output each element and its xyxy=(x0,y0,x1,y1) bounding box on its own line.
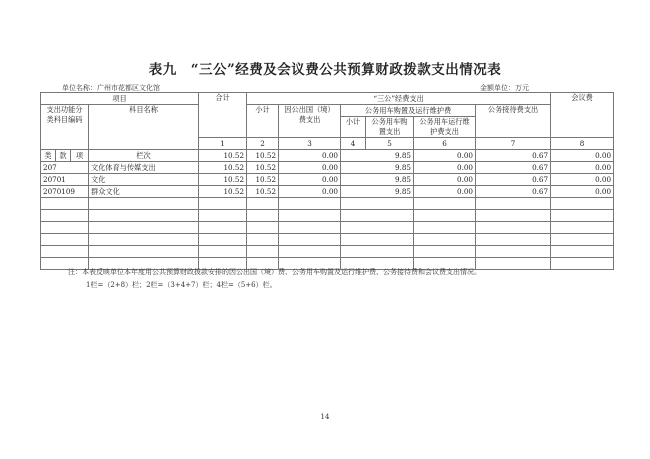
header-func-code: 支出功能分类科目编码 xyxy=(41,105,89,150)
header-vehicle-purchase: 公务用车购置支出 xyxy=(366,117,414,138)
cell: 10.52 xyxy=(199,186,247,198)
cell: 0.00 xyxy=(414,150,476,162)
cell: 0.00 xyxy=(279,150,341,162)
cell: 0.00 xyxy=(551,162,614,174)
header-vehicle-subtotal: 小计 xyxy=(341,117,366,138)
cell: 10.52 xyxy=(247,174,279,186)
empty-row xyxy=(41,246,614,258)
table-row xyxy=(41,150,614,162)
header-xiang: 项 xyxy=(71,150,89,162)
cell: 0.00 xyxy=(279,174,341,186)
cell: 10.52 xyxy=(247,150,279,162)
cell: 10.52 xyxy=(247,162,279,174)
header-vehicle: 公务用车购置及运行维护费 xyxy=(341,105,476,117)
cell: 9.85 xyxy=(341,174,414,186)
cell: 9.85 xyxy=(341,162,414,174)
column-number: 6 xyxy=(414,138,476,150)
header-row-1 xyxy=(41,93,614,105)
cell-code: 20701 xyxy=(41,174,89,186)
header-subject-name: 科目名称 xyxy=(89,105,199,150)
cell: 0.00 xyxy=(279,186,341,198)
cell: 9.85 xyxy=(341,186,414,198)
cell-name: 文化体育与传媒支出 xyxy=(89,162,199,174)
header-item: 项目 xyxy=(41,93,199,105)
column-number: 5 xyxy=(366,138,414,150)
page-title: 表九 “三公”经费及会议费公共预算财政拨款支出情况表 xyxy=(148,62,502,78)
cell-name: 文化 xyxy=(89,174,199,186)
formula-note: 1栏=（2+8）栏；2栏=（3+4+7）栏；4栏=（5+6）栏。 xyxy=(86,281,277,289)
table-row xyxy=(41,162,614,174)
cell: 0.00 xyxy=(414,186,476,198)
cell: 10.52 xyxy=(199,162,247,174)
cell: 10.52 xyxy=(247,186,279,198)
page-number: 14 xyxy=(320,413,330,421)
cell: 0.67 xyxy=(476,186,551,198)
empty-row xyxy=(41,210,614,222)
cell: 0.00 xyxy=(551,186,614,198)
empty-row xyxy=(41,222,614,234)
table-row xyxy=(41,174,614,186)
cell: 0.00 xyxy=(551,150,614,162)
header-reception: 公务接待费支出 xyxy=(476,105,551,138)
unit-name: 单位名称：广州市花都区文化馆 xyxy=(62,84,160,92)
amount-unit: 金额单位：万元 xyxy=(480,84,529,92)
header-vehicle-maintain: 公务用车运行维护费支出 xyxy=(414,117,476,138)
cell: 0.67 xyxy=(476,150,551,162)
column-number: 4 xyxy=(341,138,366,150)
header-sangong: “三公”经费支出 xyxy=(247,93,551,105)
footnote: 注：本表反映单位本年度用公共预算财政拨款安排的因公出国（境）费、公务用车购置及运行维护费、公务接待费和会议费支出情况。 xyxy=(68,268,481,276)
cell-code: 2070109 xyxy=(41,186,89,198)
column-number: 7 xyxy=(476,138,551,150)
cell: 0.00 xyxy=(414,174,476,186)
column-number: 3 xyxy=(279,138,341,150)
cell: 0.67 xyxy=(476,162,551,174)
header-subtotal: 小计 xyxy=(247,105,279,138)
header-total: 合计 xyxy=(199,93,247,138)
header-col-label: 栏次 xyxy=(89,150,199,162)
empty-row xyxy=(41,234,614,246)
header-kuan: 款 xyxy=(56,150,71,162)
header-row-2 xyxy=(41,105,614,117)
cell: 9.85 xyxy=(341,150,414,162)
expenditure-table xyxy=(40,92,614,270)
header-abroad: 因公出国（境）费支出 xyxy=(279,105,341,138)
cell: 0.00 xyxy=(414,162,476,174)
column-number: 1 xyxy=(199,138,247,150)
cell: 0.67 xyxy=(476,174,551,186)
cell-name: 群众文化 xyxy=(89,186,199,198)
empty-row xyxy=(41,198,614,210)
cell: 10.52 xyxy=(199,174,247,186)
cell: 10.52 xyxy=(199,150,247,162)
column-number: 2 xyxy=(247,138,279,150)
cell: 0.00 xyxy=(279,162,341,174)
column-number: 8 xyxy=(551,138,614,150)
cell: 0.00 xyxy=(551,174,614,186)
header-meeting: 会议费 xyxy=(551,93,614,138)
table-row xyxy=(41,186,614,198)
header-lei: 类 xyxy=(41,150,56,162)
cell-code: 207 xyxy=(41,162,89,174)
